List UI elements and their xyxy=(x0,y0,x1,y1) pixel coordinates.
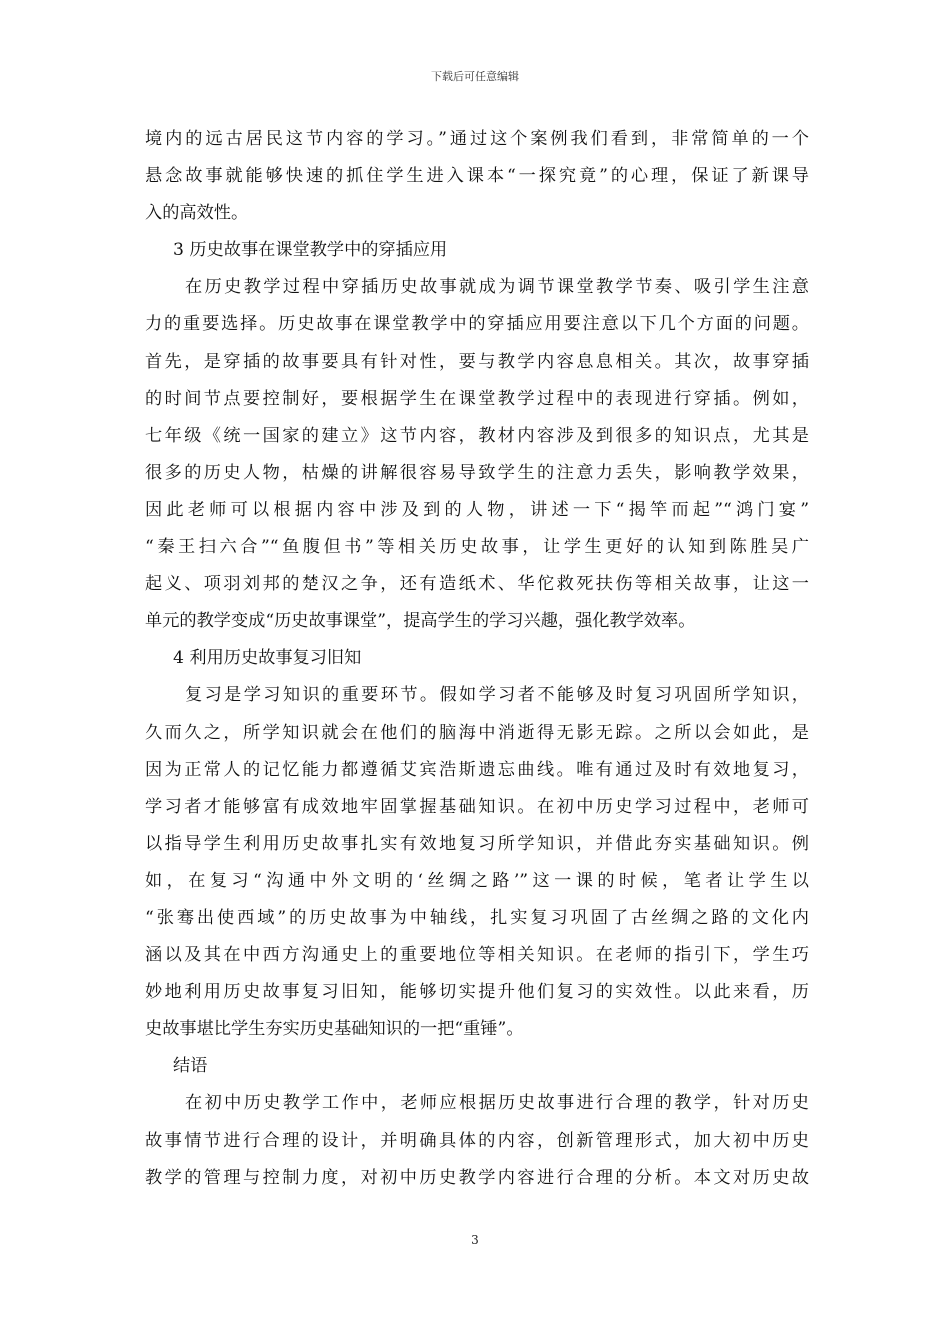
body-line: 在历史教学过程中穿插历史故事就成为调节课堂教学节奏、吸引学生注意 xyxy=(185,277,809,298)
body-line: “秦王扫六合”“鱼腹但书”等相关历史故事，让学生更好的认知到陈胜吴广 xyxy=(145,537,809,558)
body-line: 因为正常人的记忆能力都遵循艾宾浩斯遗忘曲线。唯有通过及时有效地复习， xyxy=(145,759,809,780)
body-line: 学习者才能够富有成效地牢固掌握基础知识。在初中历史学习过程中，老师可 xyxy=(145,796,809,817)
section-heading: 4 利用历史故事复习旧知 xyxy=(173,648,362,669)
section-heading: 结语 xyxy=(173,1056,208,1077)
body-line: 悬念故事就能够快速的抓住学生进入课本“一探究竟”的心理，保证了新课导 xyxy=(145,166,809,187)
body-line: 久而久之，所学知识就会在他们的脑海中消逝得无影无踪。之所以会如此，是 xyxy=(145,722,809,743)
body-line: 在初中历史教学工作中，老师应根据历史故事进行合理的教学，针对历史 xyxy=(185,1093,809,1114)
body-line: 妙地利用历史故事复习旧知，能够切实提升他们复习的实效性。以此来看，历 xyxy=(145,982,809,1003)
body-line: 起义、项羽刘邦的楚汉之争，还有造纸术、华佗救死扶伤等相关故事，让这一 xyxy=(145,574,809,595)
body-line: 很多的历史人物，枯燥的讲解很容易导致学生的注意力丢失，影响教学效果， xyxy=(145,462,809,483)
body-line: 以指导学生利用历史故事扎实有效地复习所学知识，并借此夯实基础知识。例 xyxy=(145,833,809,854)
body-line: “张骞出使西域”的历史故事为中轴线，扎实复习巩固了古丝绸之路的文化内 xyxy=(145,907,809,928)
page-header: 下载后可任意编辑 xyxy=(431,70,519,83)
body-line: 涵以及其在中西方沟通史上的重要地位等相关知识。在老师的指引下，学生巧 xyxy=(145,945,809,966)
body-line: 如，在复习“沟通中外文明的‘丝绸之路’”这一课的时候，笔者让学生以 xyxy=(145,870,809,891)
body-line: 史故事堪比学生夯实历史基础知识的一把“重锤”。 xyxy=(145,1019,524,1040)
body-line: 七年级《统一国家的建立》这节内容，教材内容涉及到很多的知识点，尤其是 xyxy=(145,425,809,446)
document-body xyxy=(145,121,809,1197)
body-line: 因此老师可以根据内容中涉及到的人物，讲述一下“揭竿而起”“鸿门宴” xyxy=(145,499,809,520)
page-number: 3 xyxy=(471,1233,479,1247)
body-line: 故事情节进行合理的设计，并明确具体的内容，创新管理形式，加大初中历史 xyxy=(145,1130,809,1151)
body-line: 单元的教学变成“历史故事课堂”，提高学生的学习兴趣，强化教学效率。 xyxy=(145,611,696,632)
body-line: 力的重要选择。历史故事在课堂教学中的穿插应用要注意以下几个方面的问题。 xyxy=(145,314,809,335)
section-heading: 3 历史故事在课堂教学中的穿插应用 xyxy=(173,240,448,261)
body-line: 复习是学习知识的重要环节。假如学习者不能够及时复习巩固所学知识， xyxy=(185,685,809,706)
body-line: 境内的远古居民这节内容的学习。”通过这个案例我们看到，非常简单的一个 xyxy=(145,129,809,149)
body-line: 的时间节点要控制好，要根据学生在课堂教学过程中的表现进行穿插。例如， xyxy=(145,388,809,409)
body-line: 入的高效性。 xyxy=(145,203,249,224)
body-line: 教学的管理与控制力度，对初中历史教学内容进行合理的分析。本文对历史故 xyxy=(145,1167,809,1188)
body-line: 首先，是穿插的故事要具有针对性，要与教学内容息息相关。其次，故事穿插 xyxy=(145,351,809,372)
